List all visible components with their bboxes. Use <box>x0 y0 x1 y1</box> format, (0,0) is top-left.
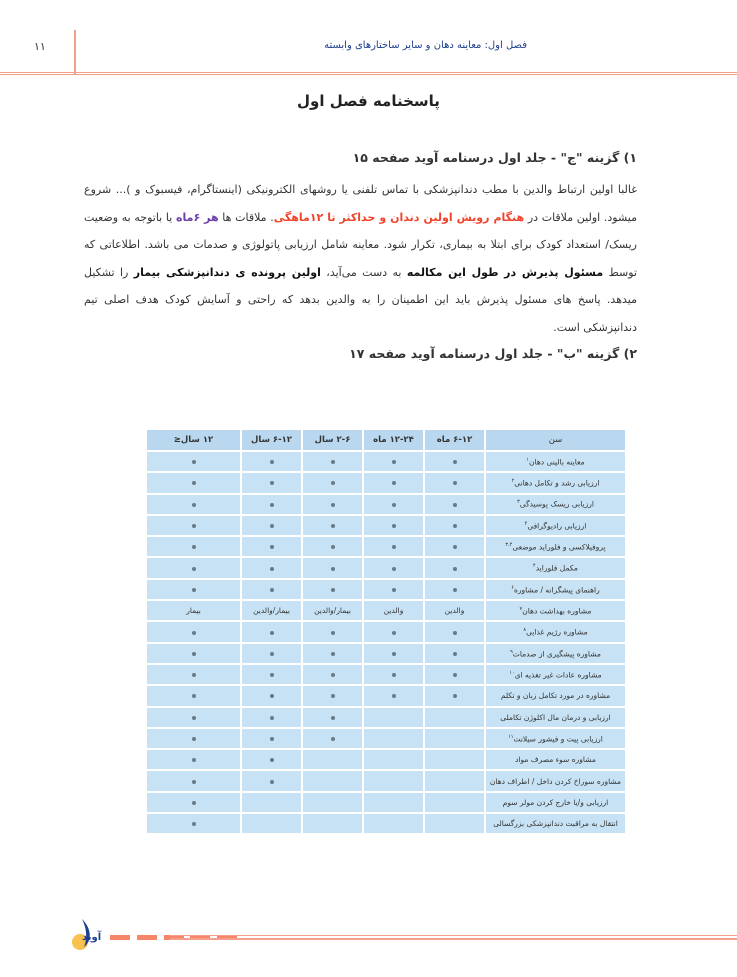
table-row <box>146 643 626 664</box>
empty-cell <box>241 813 302 834</box>
column-header: ۶-۱۲ سال <box>241 429 302 451</box>
table-cell: والدین <box>363 600 424 621</box>
recommended-cell <box>241 749 302 770</box>
column-header: ۶-۱۲ ماه <box>424 429 485 451</box>
recommended-cell <box>146 728 241 749</box>
recommended-cell <box>302 557 363 578</box>
table-row <box>146 472 626 493</box>
recommended-cell <box>146 643 241 664</box>
bullet-icon <box>331 503 335 507</box>
recommended-cell <box>146 664 241 685</box>
recommended-cell <box>302 579 363 600</box>
table-row <box>146 600 626 621</box>
bullet-icon <box>453 503 457 507</box>
bullet-icon <box>392 588 396 592</box>
recommended-cell <box>363 664 424 685</box>
recommended-cell <box>302 728 363 749</box>
header-divider <box>74 30 76 75</box>
footnote-ref: ۴ <box>533 563 536 570</box>
recommended-cell <box>363 685 424 706</box>
empty-cell <box>363 770 424 791</box>
recommended-cell <box>146 792 241 813</box>
empty-cell <box>424 728 485 749</box>
recommended-cell <box>424 515 485 536</box>
column-header: سن <box>485 429 626 451</box>
recommended-cell <box>363 621 424 642</box>
bullet-icon <box>270 631 274 635</box>
table-header-row <box>146 429 626 451</box>
bullet-icon <box>192 503 196 507</box>
recommended-cell <box>241 515 302 536</box>
empty-cell <box>363 728 424 749</box>
recommended-cell <box>363 451 424 472</box>
empty-cell <box>363 749 424 770</box>
bullet-icon <box>453 460 457 464</box>
recommended-cell <box>302 472 363 493</box>
recommended-cell <box>424 451 485 472</box>
footer-line <box>170 935 737 940</box>
row-label <box>485 728 626 749</box>
row-label-text: مشاوره عادات غیر تغذیه ای <box>514 670 602 680</box>
bullet-icon <box>192 652 196 656</box>
bullet-icon <box>453 481 457 485</box>
recommended-cell <box>241 536 302 557</box>
row-label <box>485 536 626 557</box>
recommended-cell <box>363 536 424 557</box>
recommended-cell <box>241 643 302 664</box>
recommended-cell <box>241 770 302 791</box>
row-label <box>485 557 626 578</box>
bullet-icon <box>192 481 196 485</box>
empty-cell <box>424 707 485 728</box>
row-label <box>485 579 626 600</box>
bullet-icon <box>453 588 457 592</box>
bullet-icon <box>392 631 396 635</box>
row-label-text: ارزیابی رشد و تکامل دهانی <box>514 478 600 488</box>
bullet-icon <box>270 460 274 464</box>
bullet-icon <box>270 503 274 507</box>
recommended-cell <box>241 664 302 685</box>
empty-cell <box>302 770 363 791</box>
bullet-icon <box>270 524 274 528</box>
row-label <box>485 685 626 706</box>
bullet-icon <box>270 694 274 698</box>
bullet-icon <box>392 481 396 485</box>
bullet-icon <box>270 588 274 592</box>
text: . ملاقات ها <box>218 210 274 224</box>
recommended-cell <box>146 707 241 728</box>
recommended-cell <box>241 557 302 578</box>
bullet-icon <box>392 567 396 571</box>
logo-text: آوید <box>82 932 102 943</box>
bullet-icon <box>453 567 457 571</box>
question-1-answer <box>84 176 637 341</box>
table-row <box>146 728 626 749</box>
page-title: پاسخنامه فصل اول <box>297 92 440 110</box>
recommended-cell <box>241 472 302 493</box>
row-label-text: پروفیلاکسی و فلوراید موضعی <box>512 542 606 552</box>
recommended-cell <box>146 621 241 642</box>
bullet-icon <box>453 652 457 656</box>
bullet-icon <box>392 694 396 698</box>
table-row <box>146 770 626 791</box>
bullet-icon <box>192 737 196 741</box>
bullet-icon <box>192 588 196 592</box>
bullet-icon <box>270 652 274 656</box>
bullet-icon <box>270 481 274 485</box>
bullet-icon <box>192 822 196 826</box>
recommended-cell <box>146 494 241 515</box>
recommended-cell <box>241 685 302 706</box>
footnote-ref: ۴ <box>524 520 528 527</box>
recommended-cell <box>424 472 485 493</box>
recommended-cell <box>363 579 424 600</box>
recommended-cell <box>302 643 363 664</box>
table-row <box>146 579 626 600</box>
empty-cell <box>424 792 485 813</box>
recommended-cell <box>363 643 424 664</box>
bullet-icon <box>331 567 335 571</box>
schedule-table <box>145 428 627 835</box>
footnote-ref: ۳ <box>517 499 520 506</box>
footnote-ref: ۳،۴ <box>505 542 513 549</box>
recommended-cell <box>424 494 485 515</box>
bullet-icon <box>192 780 196 784</box>
table-row <box>146 451 626 472</box>
row-label <box>485 494 626 515</box>
recommended-cell <box>241 621 302 642</box>
bullet-icon <box>192 631 196 635</box>
text: به دست می‌آید، <box>320 265 407 279</box>
recommended-cell <box>302 664 363 685</box>
table-cell: والدین <box>424 600 485 621</box>
empty-cell <box>363 707 424 728</box>
recommended-cell <box>302 451 363 472</box>
table-row <box>146 685 626 706</box>
bullet-icon <box>331 631 335 635</box>
bullet-icon <box>331 716 335 720</box>
bullet-icon <box>331 652 335 656</box>
recommended-cell <box>424 685 485 706</box>
row-label-text: ارزیابی و درمان مال اکلوژن تکاملی <box>500 712 611 722</box>
question-2-heading: ۲) گزینه "ب" - جلد اول درسنامه آوید صفحه ۱۷ <box>349 346 637 361</box>
row-label-text: ارزیابی رادیوگرافی <box>527 521 587 531</box>
bullet-icon <box>392 460 396 464</box>
bullet-icon <box>392 524 396 528</box>
recommended-cell <box>363 557 424 578</box>
table-row <box>146 749 626 770</box>
bullet-icon <box>192 694 196 698</box>
bullet-icon <box>192 524 196 528</box>
bullet-icon <box>270 545 274 549</box>
recommended-cell <box>146 813 241 834</box>
recommended-cell <box>363 472 424 493</box>
recommended-cell <box>241 728 302 749</box>
bullet-icon <box>392 652 396 656</box>
row-label-text: مشاوره سوراخ کردن داخل / اطراف دهان <box>489 776 622 786</box>
bullet-icon <box>331 673 335 677</box>
row-label-text: مشاوره پیشگیری از صدمات <box>512 649 601 659</box>
recommended-cell <box>302 494 363 515</box>
recommended-cell <box>146 685 241 706</box>
empty-cell <box>241 792 302 813</box>
recommended-cell <box>241 494 302 515</box>
row-label <box>485 664 626 685</box>
footnote-ref: ۲ <box>511 478 515 485</box>
text: یا باتوجه به وضعیت ریسک/ استعداد کودک برای ابتلا به بیماری، تکرار شود. معاینه شامل ارزیابی پاتولوژی و صدمات می باشد. اطلاعاتی که توسط <box>84 210 638 279</box>
page-number: ۱۱ <box>34 40 46 53</box>
table-cell: بیمار/والدین <box>302 600 363 621</box>
bullet-icon <box>392 673 396 677</box>
bullet-icon <box>453 545 457 549</box>
recommended-cell <box>302 536 363 557</box>
running-title: فصل اول: معاینه دهان و سایر ساختارهای وابسته <box>324 40 527 51</box>
footnote-ref: ۷ <box>519 605 523 612</box>
recommended-cell <box>146 472 241 493</box>
bold-text: اولین پرونده ی دندانپزشکی بیمار <box>133 265 321 279</box>
recommended-cell <box>363 515 424 536</box>
footnote-ref: ۶ <box>511 584 514 591</box>
row-label <box>485 472 626 493</box>
row-label-text: ارزیابی و/یا خارج کردن مولر سوم <box>502 797 609 807</box>
recommended-cell <box>146 515 241 536</box>
row-label <box>485 792 626 813</box>
bullet-icon <box>453 694 457 698</box>
row-label <box>485 621 626 642</box>
row-label <box>485 749 626 770</box>
recommended-cell <box>241 579 302 600</box>
row-label-text: ارزیابی ریسک پوسیدگی <box>519 499 594 509</box>
row-label-text: مشاوره رژیم غذایی <box>526 627 588 637</box>
text: غالبا اولین ارتباط والدین با مطب دندانپزشکی با تماس تلفنی یا روشهای الکترونیکی (اینستاگرام، فیسبوک و )... شروع میشود. اولین ملاقات در <box>84 183 637 224</box>
bullet-icon <box>270 567 274 571</box>
bullet-icon <box>331 694 335 698</box>
table-row <box>146 515 626 536</box>
table-row <box>146 792 626 813</box>
recommended-cell <box>424 579 485 600</box>
empty-cell <box>363 813 424 834</box>
row-label <box>485 515 626 536</box>
bullet-icon <box>392 503 396 507</box>
bullet-icon <box>270 716 274 720</box>
row-label <box>485 770 626 791</box>
recommended-cell <box>241 451 302 472</box>
table-row <box>146 707 626 728</box>
table-row <box>146 813 626 834</box>
table-row <box>146 621 626 642</box>
footnote-ref: ۱۰ <box>509 669 515 676</box>
recommended-cell <box>146 451 241 472</box>
table-cell: بیمار/والدین <box>241 600 302 621</box>
table-row <box>146 536 626 557</box>
header-line <box>0 72 737 75</box>
empty-cell <box>424 813 485 834</box>
bullet-icon <box>331 524 335 528</box>
row-label <box>485 451 626 472</box>
bullet-icon <box>331 588 335 592</box>
row-label-text: مشاوره سوء مصرف مواد <box>515 755 596 765</box>
bullet-icon <box>270 758 274 762</box>
question-1-heading: ۱) گزینه "ج" - جلد اول درسنامه آوید صفحه ۱۵ <box>352 150 637 165</box>
recommended-cell <box>241 707 302 728</box>
recommended-cell <box>302 621 363 642</box>
empty-cell <box>424 770 485 791</box>
column-header: ۱۲-۲۴ ماه <box>363 429 424 451</box>
table-row <box>146 664 626 685</box>
row-label <box>485 600 626 621</box>
recommended-cell <box>302 515 363 536</box>
recommended-cell <box>424 557 485 578</box>
empty-cell <box>424 749 485 770</box>
bullet-icon <box>392 545 396 549</box>
bullet-icon <box>453 673 457 677</box>
recommended-cell <box>363 494 424 515</box>
highlight-red: هنگام رویش اولین دندان و حداکثر تا ۱۲ماهگی <box>273 210 525 224</box>
column-header: ۲-۶ سال <box>302 429 363 451</box>
bullet-icon <box>331 737 335 741</box>
text: را تشکیل میدهد. پاسخ های مسئول پذیرش باید این اطمینان را به والدین بدهد که راحتی و آسایش کودک هدف اصلی تیم دندانپزشکی است. <box>84 265 637 334</box>
row-label-text: مکمل فلوراید <box>535 563 578 573</box>
row-label-text: معاینه بالینی دهان <box>529 457 585 467</box>
column-header: ۱۲ سال≤ <box>146 429 241 451</box>
recommended-cell <box>424 643 485 664</box>
recommended-cell <box>146 770 241 791</box>
recommended-cell <box>146 536 241 557</box>
footnote-ref: ۸ <box>523 627 527 634</box>
bullet-icon <box>192 801 196 805</box>
table-cell: بیمار <box>146 600 241 621</box>
highlight-purple: هر ۶ماه <box>176 210 219 224</box>
recommended-cell <box>424 621 485 642</box>
row-label <box>485 813 626 834</box>
empty-cell <box>302 749 363 770</box>
bullet-icon <box>270 780 274 784</box>
recommended-cell <box>146 749 241 770</box>
empty-cell <box>363 792 424 813</box>
footnote-ref: ۹ <box>510 648 513 655</box>
bold-text: مسئول پذیرش در طول این مکالمه <box>406 265 604 279</box>
bullet-icon <box>453 524 457 528</box>
footnote-ref: ۱۱ <box>508 733 514 740</box>
row-label-text: مشاوره در مورد تکامل زبان و تکلم <box>500 691 611 701</box>
row-label-text: ارزیابی پیت و فیشور سیلانت <box>513 734 603 744</box>
bullet-icon <box>192 716 196 720</box>
row-label-text: انتقال به مراقبت دندانپزشکی بزرگسالی <box>493 819 618 829</box>
recommended-cell <box>146 557 241 578</box>
bullet-icon <box>192 545 196 549</box>
row-label <box>485 643 626 664</box>
bullet-icon <box>453 631 457 635</box>
bullet-icon <box>192 758 196 762</box>
table-row <box>146 494 626 515</box>
recommended-cell <box>424 664 485 685</box>
bullet-icon <box>270 673 274 677</box>
row-label-text: مشاوره بهداشت دهان <box>522 606 592 616</box>
bullet-icon <box>331 460 335 464</box>
bullet-icon <box>192 673 196 677</box>
bullet-icon <box>331 481 335 485</box>
bullet-icon <box>270 737 274 741</box>
footnote-ref: ۱ <box>526 456 530 463</box>
recommended-cell <box>302 685 363 706</box>
empty-cell <box>302 792 363 813</box>
bullet-icon <box>331 545 335 549</box>
bullet-icon <box>192 460 196 464</box>
bullet-icon <box>192 567 196 571</box>
empty-cell <box>302 813 363 834</box>
table-row <box>146 557 626 578</box>
recommended-cell <box>424 536 485 557</box>
row-label <box>485 707 626 728</box>
row-label-text: راهنمای پیشگرانه / مشاوره <box>513 585 600 595</box>
recommended-cell <box>302 707 363 728</box>
recommended-cell <box>146 579 241 600</box>
